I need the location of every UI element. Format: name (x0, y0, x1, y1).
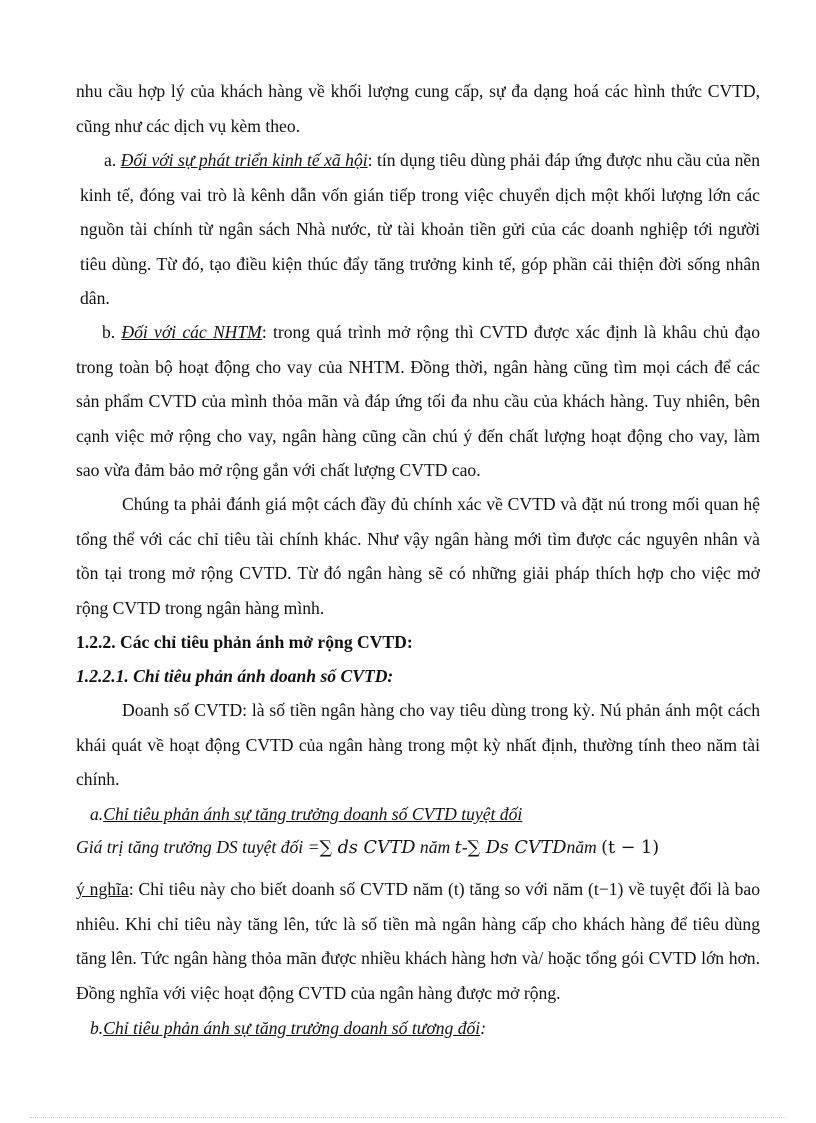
formula-word1: năm (415, 837, 455, 857)
doanhso-text: Doanh số CVTD: là số tiền ngân hàng cho vay tiêu dùng trong kỳ. Nú phản ánh một cách khái quát về hoạt động CVTD của ngân hàng trong một kỳ nhất định, thường tính theo năm tài chính. (76, 700, 760, 789)
formula-tail: (t − 1) (601, 838, 660, 858)
intro-text: nhu cầu hợp lý của khách hàng về khối lượng cung cấp, sự đa dạng hoá các hình thức CVTD, cũng như các dịch vụ kèm theo. (76, 81, 760, 136)
item-a-title: Đối với sự phát triển kinh tế xã hội (120, 150, 368, 170)
heading-1-2-2-1: 1.2.2.1. Chỉ tiêu phản ánh doanh số CVTD: (76, 666, 394, 686)
sub-a-heading (90, 797, 522, 832)
item-b-title: Đối với các NHTM (121, 322, 262, 342)
doanhso-paragraph (76, 693, 760, 797)
sub-a-marker: a. (90, 804, 104, 824)
formula-minus: - (461, 837, 468, 857)
meaning-paragraph (76, 872, 760, 1010)
formula-term2: ∑ Ds CVTD (467, 838, 567, 858)
item-b-marker: b. (102, 322, 116, 342)
item-b-paragraph (76, 315, 760, 488)
formula-t: t (454, 838, 462, 858)
formula-word2: năm (566, 837, 602, 857)
item-a-body: : tín dụng tiêu dùng phải đáp ứng được nhu cầu của nền kinh tế, đóng vai trò là kênh dẫn vốn gián tiếp trong việc chuyển dịch một khối lượng lớn các nguồn tài chính từ ngân sách Nhà nước, từ tài khoản tiền gửi của các doanh nghiệp tới người tiêu dùng. Từ đó, tạo điều kiện thúc đẩy tăng trưởng kinh tế, góp phần cải thiện đời sống nhân dân. (80, 150, 760, 308)
assess-paragraph (76, 487, 760, 625)
assess-text: Chúng ta phải đánh giá một cách đầy đủ chính xác về CVTD và đặt nú trong mối quan hệ tổng thể với các chỉ tiêu tài chính khác. Như vậy ngân hàng mới tìm được các nguyên nhân và tồn tại trong mở rộng CVTD. Từ đó ngân hàng sẽ có những giải pháp thích hợp cho việc mở rộng CVTD trong ngân hàng mình. (76, 494, 760, 618)
item-a-paragraph (80, 143, 760, 316)
sub-b-title: Chỉ tiêu phản ánh sự tăng trưởng doanh số tương đối (103, 1018, 481, 1038)
item-a-marker: a. (104, 150, 117, 170)
heading-1-2-2: 1.2.2. Các chỉ tiêu phản ánh mở rộng CVTD: (76, 632, 413, 652)
formula-lhs: Giá trị tăng trưởng DS tuyệt đối = (76, 837, 320, 857)
sub-a-title: Chỉ tiêu phản ánh sự tăng trưởng doanh số CVTD tuyệt đối (103, 804, 523, 824)
sub-b-marker: b. (90, 1018, 104, 1038)
intro-paragraph (76, 74, 760, 143)
sub-b-colon: : (480, 1018, 487, 1038)
meaning-body: : Chỉ tiêu này cho biết doanh số CVTD năm (t) tăng so với năm (t−1) về tuyệt đối là bao nhiêu. Khi chỉ tiêu này tăng lên, tức là số tiền mà ngân hàng cấp cho khách hàng để tiêu dùng tăng lên. Tức ngân hàng thỏa mãn được nhiều khách hàng hơn và/ hoặc tổng gói CVTD lớn hơn. Đồng nghĩa với việc hoạt động CVTD của ngân hàng được mở rộng. (76, 879, 760, 1003)
sub-b-heading (90, 1011, 486, 1046)
formula-line (76, 830, 659, 866)
item-b-body: : trong quá trình mở rộng thì CVTD được xác định là khâu chủ đạo trong toàn bộ hoạt động cho vay của NHTM. Đồng thời, ngân hàng cũng tìm mọi cách để các sản phẩm CVTD của mình thỏa mãn và đáp ứng tối đa nhu cầu của khách hàng. Tuy nhiên, bên cạnh việc mở rộng cho vay, ngân hàng cũng cần chú ý đến chất lượng hoạt động cho vay, làm sao vừa đảm bảo mở rộng gắn với chất lượng CVTD cao. (76, 322, 761, 480)
formula-term1: ∑ ds CVTD (319, 838, 416, 858)
meaning-label: ý nghĩa (76, 879, 129, 899)
page-bottom-rule (30, 1117, 786, 1118)
